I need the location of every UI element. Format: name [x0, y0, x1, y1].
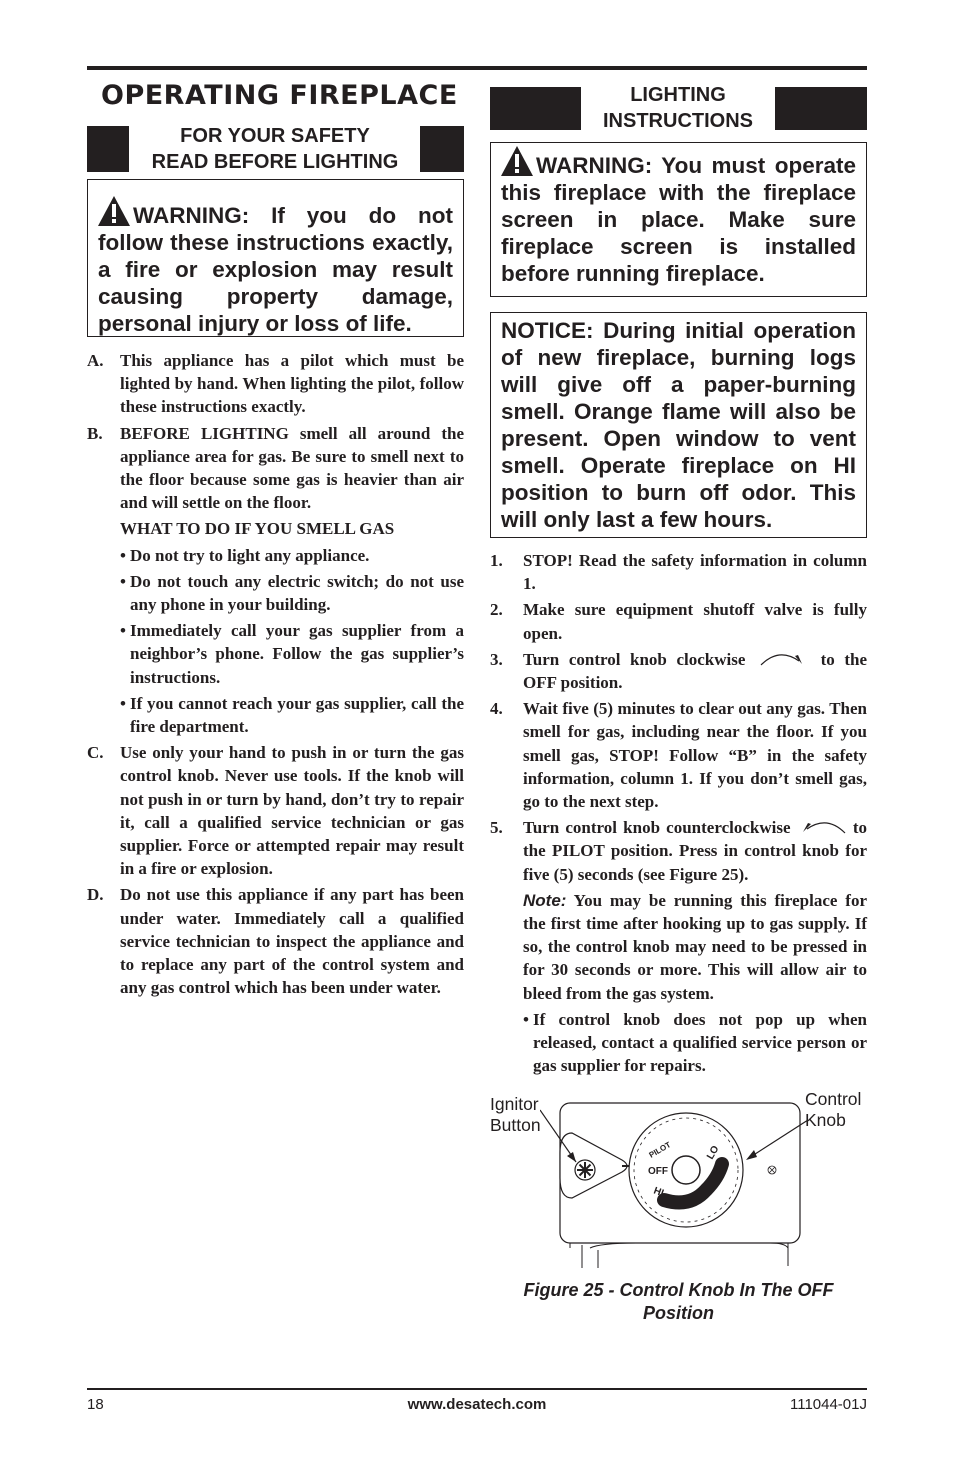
subheading-bar-left — [87, 126, 129, 172]
ignitor-button-label — [490, 1094, 541, 1136]
step-item — [490, 549, 867, 595]
knob-pilot-text: PILOT — [647, 1140, 673, 1160]
bullet-text: Do not try to light any appliance. — [130, 545, 370, 565]
knob-lo-text: LO — [705, 1143, 722, 1162]
list-item — [87, 349, 464, 419]
safety-subheading-line-2: READ BEFORE LIGHTING — [151, 151, 399, 173]
step-text: Make sure equipment shutoff valve is fully open. — [523, 600, 867, 643]
step-item — [490, 648, 867, 694]
warning-text: : You must operate this fireplace with the fireplace screen in place. Make sure fireplace screen is installed before running fireplace. — [501, 153, 856, 286]
bottom-rule — [87, 1388, 867, 1390]
caption-line-1: Figure 25 - Control Knob In The OFF — [523, 1280, 834, 1300]
step-item — [490, 816, 867, 886]
top-rule — [87, 66, 867, 70]
knob-label-line-1: Control — [805, 1089, 862, 1109]
step-text: to the OFF position. — [523, 649, 868, 693]
bullet-text: Do not touch any electric switch; do not use any phone in your building. — [130, 571, 464, 615]
knob-label-line-2: Knob — [805, 1110, 846, 1130]
page-number: 18 — [87, 1396, 104, 1413]
bullet-text: If you cannot reach your gas supplier, call the fire department. — [130, 693, 464, 737]
warning-text: : If you do not follow these instructions exactly, a fire or explosion may result causing property damage, personal injury or loss of life. — [98, 203, 453, 336]
counterclockwise-arrow-icon — [799, 819, 847, 835]
clockwise-arrow-icon — [759, 651, 807, 667]
warning-icon — [501, 146, 533, 176]
step-text: to the PILOT position. Press in control knob for five (5) seconds (see Figure 25). — [523, 818, 867, 884]
item-text: Do not use this appliance if any part has been under water. Immediately call a qualified service technician to inspect the appliance and to replace any part of the control system and any gas control which has been under water. — [120, 885, 464, 998]
safety-subheading — [130, 123, 420, 175]
note-text: You may be running this fireplace for the first time after hooking up to gas supply. If so, the control knob may need to be pressed in for 30 seconds or more. This will allow air to bleed from the gas system. — [523, 890, 867, 1003]
list-item — [87, 883, 464, 999]
warning-label: WARNING — [133, 203, 242, 228]
step-text: Turn control knob counterclockwise — [523, 818, 791, 838]
step-label: 3. — [490, 649, 503, 669]
note-label: Note: — [523, 890, 567, 910]
caption-line-2: Position — [643, 1303, 714, 1323]
knob-hi-text: HI — [651, 1185, 666, 1200]
safety-list — [87, 349, 464, 1002]
step-item — [490, 598, 867, 644]
notice-label: NOTICE — [501, 318, 587, 343]
item-text: Use only your hand to push in or turn the gas control knob. Never use tools. If the knob will not push in or turn by hand, don’t try to repair it, call a qualified service technician or gas supplier. Force or attempted repair may result in a fire or explosion. — [120, 743, 464, 879]
bullet-text: Immediately call your gas supplier from a neighbor’s phone. Follow the gas supplier’s instructions. — [130, 621, 464, 687]
subheading-bar-right — [775, 87, 867, 130]
list-item — [87, 741, 464, 880]
control-knob-label — [805, 1089, 861, 1131]
footer-url[interactable]: www.desatech.com — [407, 1396, 547, 1413]
step-label: 4. — [490, 699, 503, 719]
notice-text: : During initial operation of new fireplace, burning logs will give off a paper-burning smell. Orange flame will also be present. Open window to vent smell. Operate fireplace on HI position to burn off odor. This will only last a few hours. — [501, 318, 856, 532]
ignitor-label-line-1: Ignitor — [490, 1094, 539, 1114]
subheading-bar-left — [490, 87, 581, 130]
safety-warning-box — [87, 179, 464, 337]
page-title: OPERATING FIREPLACE — [101, 80, 458, 111]
subheading-bar-right — [420, 126, 464, 172]
list-item: • Do not touch any electric switch; do not use any phone in your building. — [120, 571, 464, 615]
list-item — [87, 422, 464, 515]
item-label: C. — [87, 743, 104, 763]
document-number: 111044-01J — [789, 1396, 867, 1413]
lighting-subheading-line-1: LIGHTING — [630, 84, 726, 106]
warning-label: WARNING — [536, 153, 645, 178]
step-label: 5. — [490, 818, 503, 838]
step-text: Wait five (5) minutes to clear out any gas. Then smell for gas, including near the floor. If you smell gas, STOP! Follow “B” in the safety information, column 1. If you don’t smell gas, go to the next step. — [523, 699, 867, 812]
step-label: 1. — [490, 551, 503, 570]
screen-warning-box — [490, 142, 867, 297]
notice-box — [490, 312, 867, 538]
list-item: • If control knob does not pop up when released, contact a qualified service person or gas supplier for repairs. — [523, 1009, 867, 1076]
list-item: • If you cannot reach your gas supplier, call the fire department. — [120, 693, 464, 737]
note-paragraph — [490, 889, 867, 1005]
step-label: 2. — [490, 600, 503, 620]
lighting-subheading — [581, 82, 775, 134]
item-text: BEFORE LIGHTING smell all around the appliance area for gas. Be sure to smell next to the floor because some gas is heavier than air and will settle on the floor. — [120, 423, 464, 513]
list-item: • Immediately call your gas supplier from a neighbor’s phone. Follow the gas supplier’s instructions. — [120, 621, 464, 687]
item-label: B. — [87, 423, 103, 443]
knob-off-text: OFF — [648, 1166, 668, 1177]
step-text: Turn control knob clockwise — [523, 649, 746, 669]
item-label: D. — [87, 885, 104, 905]
warning-icon — [98, 196, 130, 226]
control-knob-diagram — [540, 1098, 810, 1274]
bullet-text: If control knob does not pop up when released, contact a qualified service person or gas supplier for repairs. — [533, 1009, 867, 1076]
item-label: A. — [87, 351, 104, 370]
safety-subheading-line-1: FOR YOUR SAFETY — [180, 125, 370, 147]
ignitor-label-line-2: Button — [490, 1115, 541, 1135]
figure-caption — [490, 1279, 867, 1325]
step-text: STOP! Read the safety information in column 1. — [523, 551, 867, 594]
lighting-steps — [490, 549, 867, 1080]
list-item: • Do not try to light any appliance. — [120, 545, 370, 565]
smell-gas-heading: WHAT TO DO IF YOU SMELL GAS — [120, 519, 395, 539]
item-text: This appliance has a pilot which must be lighted by hand. When lighting the pilot, follow these instructions exactly. — [120, 351, 464, 417]
lighting-subheading-line-2: INSTRUCTIONS — [603, 110, 753, 132]
step-item — [490, 697, 867, 813]
